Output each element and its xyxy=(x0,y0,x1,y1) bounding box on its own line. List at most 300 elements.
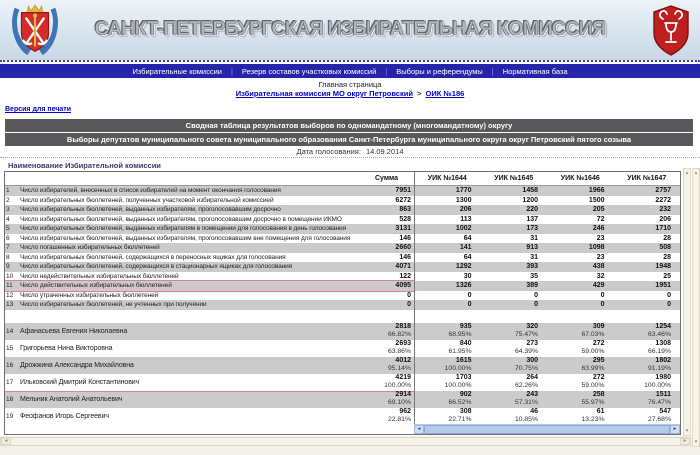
uik-value: 1948 xyxy=(655,263,671,271)
uik-value xyxy=(481,357,548,374)
row-number: 14 xyxy=(6,327,14,335)
stat-row xyxy=(5,205,680,215)
row-number: 11 xyxy=(6,282,13,290)
uik-value: 141 xyxy=(459,244,472,252)
sum-value: 2660 xyxy=(395,244,411,252)
uik-value: 1770 xyxy=(455,187,472,195)
breadcrumb xyxy=(0,89,700,98)
vote-date-value: 14.09.2014 xyxy=(365,147,404,156)
row-number: 18 xyxy=(6,395,14,403)
percent-value: 57.31% xyxy=(514,399,538,406)
votes-value: 61 xyxy=(596,408,605,415)
uik-value xyxy=(414,357,481,374)
votes-value: 1802 xyxy=(655,357,671,364)
candidate-row xyxy=(5,374,680,391)
scroll-up-icon[interactable]: ▲ xyxy=(693,169,699,175)
row-left-panel xyxy=(5,391,414,408)
row-number: 15 xyxy=(6,344,14,352)
print-version-link[interactable]: Версия для печати xyxy=(5,106,72,113)
breadcrumb-separator: > xyxy=(417,89,422,98)
sum-value: 122 xyxy=(399,272,411,280)
row-number: 7 xyxy=(6,244,10,252)
row-right-panel xyxy=(414,262,680,272)
uik-value: 1292 xyxy=(455,263,472,271)
row-left-panel xyxy=(5,408,414,425)
scroll-down-icon[interactable]: ▼ xyxy=(684,427,690,433)
uik-value xyxy=(547,408,614,425)
scroll-right-icon[interactable]: ► xyxy=(670,425,680,434)
sum-value: 528 xyxy=(399,215,411,223)
row-label: Число избирательных бюллетеней, содержащихся в переносных ящиках для голосования xyxy=(20,253,286,261)
sum-value: 146 xyxy=(399,253,411,261)
stat-row xyxy=(5,262,680,272)
votes-value: 295 xyxy=(592,357,605,364)
spacer-row xyxy=(5,310,680,323)
percent-value: 95.14% xyxy=(387,365,411,372)
votes-value: 273 xyxy=(526,340,538,347)
stat-row xyxy=(5,186,680,196)
stat-row xyxy=(5,253,680,263)
row-label: Число погашенных избирательных бюллетеней xyxy=(20,244,160,252)
row-right-panel xyxy=(414,224,680,234)
uik-value: 113 xyxy=(460,215,472,223)
row-right-panel xyxy=(414,323,680,340)
uik-value: 28 xyxy=(663,253,671,261)
row-left-panel xyxy=(5,291,414,301)
uik-value xyxy=(481,323,548,340)
uik-value xyxy=(614,357,681,374)
votes-value: 840 xyxy=(459,340,472,347)
percent-value: 22.81% xyxy=(387,416,411,423)
breadcrumb-oik-link[interactable]: ОИК №186 xyxy=(425,89,465,98)
uik-value: 31 xyxy=(530,234,538,242)
table-panel-divider xyxy=(414,172,415,434)
percent-value: 100.00% xyxy=(644,382,671,389)
stat-row xyxy=(5,224,680,234)
candidate-name: Мельник Анатолий Анатольевич xyxy=(20,395,123,403)
uik-value: 35 xyxy=(530,272,538,280)
percent-value: 67.03% xyxy=(581,331,605,338)
stat-row xyxy=(5,272,680,282)
row-label: Число избирательных бюллетеней, полученных участковой избирательной комиссией xyxy=(20,196,274,204)
row-left-panel xyxy=(5,374,414,391)
uik-column-header: УИК №1647 xyxy=(627,175,667,182)
row-left-panel xyxy=(5,186,414,196)
page-vertical-scrollbar[interactable] xyxy=(692,168,700,447)
votes-value: 935 xyxy=(459,323,472,330)
candidate-name: Григорьева Нина Викторовна xyxy=(20,344,113,352)
row-right-panel xyxy=(414,234,680,244)
percent-value: 63.86% xyxy=(387,348,411,355)
row-label: Число недействительных избирательных бюллетеней xyxy=(20,272,179,280)
percent-value: 100.00% xyxy=(384,382,411,389)
uik-value xyxy=(481,340,548,357)
percent-value: 76.47% xyxy=(647,399,671,406)
row-number: 10 xyxy=(6,272,14,280)
row-right-panel xyxy=(414,172,680,185)
page-horizontal-scrollbar[interactable] xyxy=(0,437,691,446)
row-number: 12 xyxy=(6,291,14,299)
uik-value: 2272 xyxy=(655,196,671,204)
row-right-panel xyxy=(414,374,680,391)
sum-value xyxy=(359,357,414,374)
row-number: 16 xyxy=(6,361,14,369)
nav-separator: | xyxy=(385,66,388,76)
row-right-panel xyxy=(414,391,680,408)
votes-value: 1254 xyxy=(655,323,671,330)
uik-value: 31 xyxy=(530,253,538,261)
uik-value xyxy=(614,323,681,340)
uik-value xyxy=(547,391,614,408)
uik-value: 393 xyxy=(526,263,538,271)
votes-value: 46 xyxy=(530,408,538,415)
row-left-panel xyxy=(5,340,414,357)
row-right-panel xyxy=(414,340,680,357)
vote-date xyxy=(0,147,700,156)
sum-value xyxy=(359,340,414,357)
row-number: 1 xyxy=(6,187,10,195)
row-left-panel xyxy=(5,281,414,291)
stat-row xyxy=(5,196,680,206)
uik-value xyxy=(614,408,681,425)
votes-value: 1615 xyxy=(455,357,472,364)
sum-value: 3131 xyxy=(395,225,411,233)
votes-value: 264 xyxy=(526,374,538,381)
row-number: 6 xyxy=(6,234,10,242)
stat-row xyxy=(5,215,680,225)
uik-value: 64 xyxy=(463,253,472,261)
uik-value: 1326 xyxy=(455,282,472,290)
row-left-panel xyxy=(5,205,414,215)
percent-value: 64.39% xyxy=(514,348,538,355)
uik-value: 23 xyxy=(596,253,605,261)
uik-value: 72 xyxy=(596,215,605,223)
votes-value: 1980 xyxy=(655,374,671,381)
row-left-panel xyxy=(5,300,414,310)
uik-value: 64 xyxy=(463,234,472,242)
election-commission-emblem-icon xyxy=(651,5,691,57)
nav-separator: | xyxy=(230,66,233,76)
votes-value: 2818 xyxy=(395,323,411,330)
uik-value xyxy=(547,323,614,340)
sum-value: 0 xyxy=(407,291,411,299)
uik-value: 1300 xyxy=(455,196,472,204)
row-label: Число избирательных бюллетеней, содержащихся в стационарных ящиках для голосования xyxy=(20,263,293,271)
row-right-panel xyxy=(414,186,680,196)
stat-row xyxy=(5,300,680,310)
uik-value: 913 xyxy=(526,244,538,252)
uik-value: 1951 xyxy=(655,282,671,290)
uik-value: 137 xyxy=(526,215,538,223)
candidate-name: Ильковский Дмитрий Константинович xyxy=(20,378,140,386)
row-right-panel xyxy=(414,281,680,291)
uik-value xyxy=(414,408,481,425)
uik-value: 0 xyxy=(467,291,472,299)
uik-value: 0 xyxy=(600,291,605,299)
uik-value: 23 xyxy=(596,234,605,242)
percent-value: 91.19% xyxy=(647,365,671,372)
row-number: 2 xyxy=(6,196,10,204)
candidate-row xyxy=(5,391,680,408)
uik-value: 0 xyxy=(667,291,671,299)
row-label: Число избирателей, внесенных в список избирателей на момент окончания голосования xyxy=(20,187,281,195)
stat-row xyxy=(5,243,680,253)
uik-value: 1500 xyxy=(588,196,605,204)
results-table xyxy=(4,171,681,435)
uik-value: 32 xyxy=(596,272,605,280)
row-label: Число утраченных избирательных бюллетеней xyxy=(20,291,159,299)
uik-value: 1966 xyxy=(588,187,605,195)
candidate-name: Феофанов Игорь Сергеевич xyxy=(20,412,109,420)
uik-column-header: УИК №1644 xyxy=(427,175,467,182)
votes-value: 308 xyxy=(459,408,472,415)
header-label-cell xyxy=(18,172,359,185)
row-left-panel xyxy=(5,253,414,263)
row-left-panel xyxy=(5,196,414,206)
uik-value: 246 xyxy=(592,225,605,233)
sum-value xyxy=(359,323,414,340)
uik-value: 28 xyxy=(663,234,671,242)
uik-value: 438 xyxy=(592,263,605,271)
percent-value: 100.00% xyxy=(444,365,472,372)
commission-name-label: Наименование Избирательной комиссии xyxy=(8,161,161,170)
site-banner xyxy=(0,0,700,62)
percent-value: 66.52% xyxy=(448,399,472,406)
sum-column-header: Сумма xyxy=(374,175,398,182)
sum-value xyxy=(359,408,414,425)
row-left-panel xyxy=(5,215,414,225)
row-right-panel xyxy=(414,243,680,253)
row-left-panel xyxy=(5,272,414,282)
scroll-right-icon[interactable]: ► xyxy=(680,438,690,445)
votes-value: 962 xyxy=(399,408,411,415)
banner-title: САНКТ-ПЕТЕРБУРГСКАЯ ИЗБИРАТЕЛЬНАЯ КОМИССИЯ xyxy=(94,18,606,40)
uik-value xyxy=(614,374,681,391)
row-right-panel xyxy=(414,253,680,263)
row-right-panel xyxy=(414,310,680,323)
percent-value: 13.23% xyxy=(581,416,605,423)
votes-value: 1703 xyxy=(455,374,472,381)
row-left-panel xyxy=(5,234,414,244)
row-label: Число избирательных бюллетеней, выданных избирателям, проголосовавшим вне помещения для голосования xyxy=(20,234,351,242)
percent-value: 62.26% xyxy=(514,382,538,389)
main-nav xyxy=(0,64,700,78)
uik-column-header: УИК №1645 xyxy=(494,175,534,182)
row-left-panel xyxy=(5,243,414,253)
nav-item-elections[interactable]: Выборы и референдумы xyxy=(396,66,483,76)
uik-value: 0 xyxy=(600,301,605,309)
uik-value: 0 xyxy=(534,301,538,309)
row-right-panel xyxy=(414,408,680,425)
row-right-panel xyxy=(414,205,680,215)
uik-value: 25 xyxy=(663,272,671,280)
breadcrumb-commission-link[interactable]: Избирательная комиссия МО округ Петровский xyxy=(235,89,413,98)
votes-value: 2693 xyxy=(395,340,411,347)
votes-value: 547 xyxy=(659,408,671,415)
row-number: 9 xyxy=(6,263,10,271)
uik-value xyxy=(547,374,614,391)
sum-value: 7951 xyxy=(395,187,411,195)
uik-value: 1002 xyxy=(455,225,472,233)
uik-value xyxy=(414,374,481,391)
percent-value: 63.46% xyxy=(647,331,671,338)
nav-item-normative-base[interactable]: Нормативная база xyxy=(502,66,568,76)
percent-value: 66.19% xyxy=(647,348,671,355)
percent-value: 55.97% xyxy=(581,399,605,406)
votes-value: 320 xyxy=(526,323,538,330)
row-number: 8 xyxy=(6,253,10,261)
candidate-name: Дрожжина Александра Михайловна xyxy=(20,361,134,369)
stat-row xyxy=(5,281,680,291)
row-label: Число избирательных бюллетеней, выданных избирателям, проголосовавшим досрочно xyxy=(20,206,281,214)
row-number: 5 xyxy=(6,225,10,233)
sum-value: 4095 xyxy=(395,282,411,290)
row-left-panel xyxy=(5,310,414,323)
stat-row xyxy=(5,291,680,301)
votes-value: 4219 xyxy=(395,374,411,381)
horizontal-scroll-thumb[interactable] xyxy=(424,425,670,434)
row-left-panel xyxy=(5,262,414,272)
votes-value: 300 xyxy=(526,357,538,364)
row-right-panel xyxy=(414,357,680,374)
percent-value: 22.71% xyxy=(448,416,472,423)
votes-value: 902 xyxy=(459,391,472,398)
candidate-row xyxy=(5,357,680,374)
row-label: Число избирательных бюллетеней, выданных избирателям, проголосовавшим досрочно в помещении ИКМО xyxy=(20,215,342,223)
percent-value: 75.47% xyxy=(514,331,538,338)
percent-value: 70.75% xyxy=(514,365,538,372)
percent-value: 68.95% xyxy=(448,331,472,338)
uik-value: 2757 xyxy=(655,187,671,195)
sum-value: 863 xyxy=(399,206,411,214)
uik-value: 429 xyxy=(592,282,605,290)
percent-value: 69.10% xyxy=(387,399,411,406)
spb-coat-of-arms-icon xyxy=(6,2,64,60)
votes-value: 309 xyxy=(592,323,605,330)
uik-value: 1200 xyxy=(522,196,538,204)
sum-value: 4071 xyxy=(395,263,411,271)
row-left-panel xyxy=(5,172,414,185)
uik-value: 1458 xyxy=(522,187,538,195)
percent-value: 63.99% xyxy=(581,365,605,372)
uik-value: 206 xyxy=(459,206,472,214)
row-number: 4 xyxy=(6,215,10,223)
uik-value: 0 xyxy=(534,291,538,299)
votes-value: 2914 xyxy=(395,391,411,398)
row-right-panel xyxy=(414,215,680,225)
row-label: Число избирательных бюллетеней, выданных избирателям в помещении для голосования в день голосования xyxy=(20,225,346,233)
uik-value xyxy=(547,357,614,374)
nav-separator: | xyxy=(491,66,494,76)
percent-value: 59.00% xyxy=(581,348,605,355)
uik-value: 389 xyxy=(526,282,538,290)
uik-value xyxy=(414,323,481,340)
inner-horizontal-scrollbar[interactable] xyxy=(414,424,680,434)
uik-value: 0 xyxy=(667,301,671,309)
header-number-cell xyxy=(5,172,18,185)
scroll-up-icon[interactable]: ▲ xyxy=(684,169,690,175)
row-number: 3 xyxy=(6,206,10,214)
sum-value xyxy=(359,374,414,391)
uik-value xyxy=(481,374,548,391)
row-number: 13 xyxy=(6,301,14,309)
stat-row xyxy=(5,234,680,244)
uik-value: 30 xyxy=(463,272,472,280)
uik-value xyxy=(614,340,681,357)
candidate-row xyxy=(5,408,680,425)
uik-value: 508 xyxy=(659,244,671,252)
election-name-title: Выборы депутатов муниципального совета муниципального образования Санкт-Петербурга муниципального округа округ Петровский пятого созыва xyxy=(5,133,693,146)
uik-value: 0 xyxy=(467,301,472,309)
row-left-panel xyxy=(5,224,414,234)
scroll-left-icon[interactable]: ◄ xyxy=(414,425,424,434)
row-number: 17 xyxy=(6,378,14,386)
row-number: 19 xyxy=(6,412,14,420)
uik-value xyxy=(547,340,614,357)
uik-value: 220 xyxy=(526,206,538,214)
uik-value: 232 xyxy=(659,206,671,214)
candidate-row xyxy=(5,340,680,357)
sum-value: 146 xyxy=(399,234,411,242)
sum-value: 6272 xyxy=(395,196,411,204)
uik-value xyxy=(481,408,548,425)
uik-value: 1710 xyxy=(655,225,671,233)
uik-value xyxy=(414,391,481,408)
uik-value: 1098 xyxy=(588,244,605,252)
vote-date-label: Дата голосования: xyxy=(296,147,361,156)
sum-value: 0 xyxy=(407,301,411,309)
home-page-link[interactable]: Главная страница xyxy=(318,80,382,89)
votes-value: 1308 xyxy=(655,340,671,347)
row-left-panel xyxy=(5,323,414,340)
table-header-row xyxy=(5,172,680,186)
row-right-panel xyxy=(414,272,680,282)
row-right-panel xyxy=(414,300,680,310)
uik-value: 173 xyxy=(526,225,538,233)
uik-value xyxy=(614,391,681,408)
scroll-left-icon[interactable]: ◄ xyxy=(1,438,11,445)
inner-vertical-scrollbar[interactable] xyxy=(683,168,691,436)
nav-item-reserve[interactable]: Резерв составов участковых комиссий xyxy=(241,66,377,76)
dotted-divider xyxy=(0,157,700,158)
uik-column-header: УИК №1646 xyxy=(560,175,600,182)
uik-value: 206 xyxy=(659,215,671,223)
nav-item-commissions[interactable]: Избирательные комиссии xyxy=(132,66,222,76)
votes-value: 4012 xyxy=(395,357,411,364)
candidate-name: Афанасьева Евгения Николаевна xyxy=(20,327,128,335)
row-right-panel xyxy=(414,196,680,206)
uik-value xyxy=(414,340,481,357)
votes-value: 272 xyxy=(592,340,605,347)
sum-value xyxy=(359,391,414,408)
percent-value: 61.95% xyxy=(448,348,472,355)
percent-value: 59.00% xyxy=(581,382,605,389)
percent-value: 27.68% xyxy=(647,416,671,423)
candidate-row xyxy=(5,323,680,340)
row-label: Число избирательных бюллетеней, не учтенных при получении xyxy=(20,301,207,309)
uik-value xyxy=(481,391,548,408)
votes-value: 243 xyxy=(526,391,538,398)
percent-value: 66.82% xyxy=(387,331,411,338)
row-left-panel xyxy=(5,357,414,374)
summary-table-title: Сводная таблица результатов выборов по одномандатному (многомандатному) округу xyxy=(5,119,693,132)
votes-value: 272 xyxy=(592,374,605,381)
votes-value: 258 xyxy=(592,391,605,398)
scroll-down-icon[interactable]: ▼ xyxy=(693,438,699,444)
uik-value: 205 xyxy=(592,206,605,214)
row-right-panel xyxy=(414,291,680,301)
votes-value: 1511 xyxy=(655,391,671,398)
